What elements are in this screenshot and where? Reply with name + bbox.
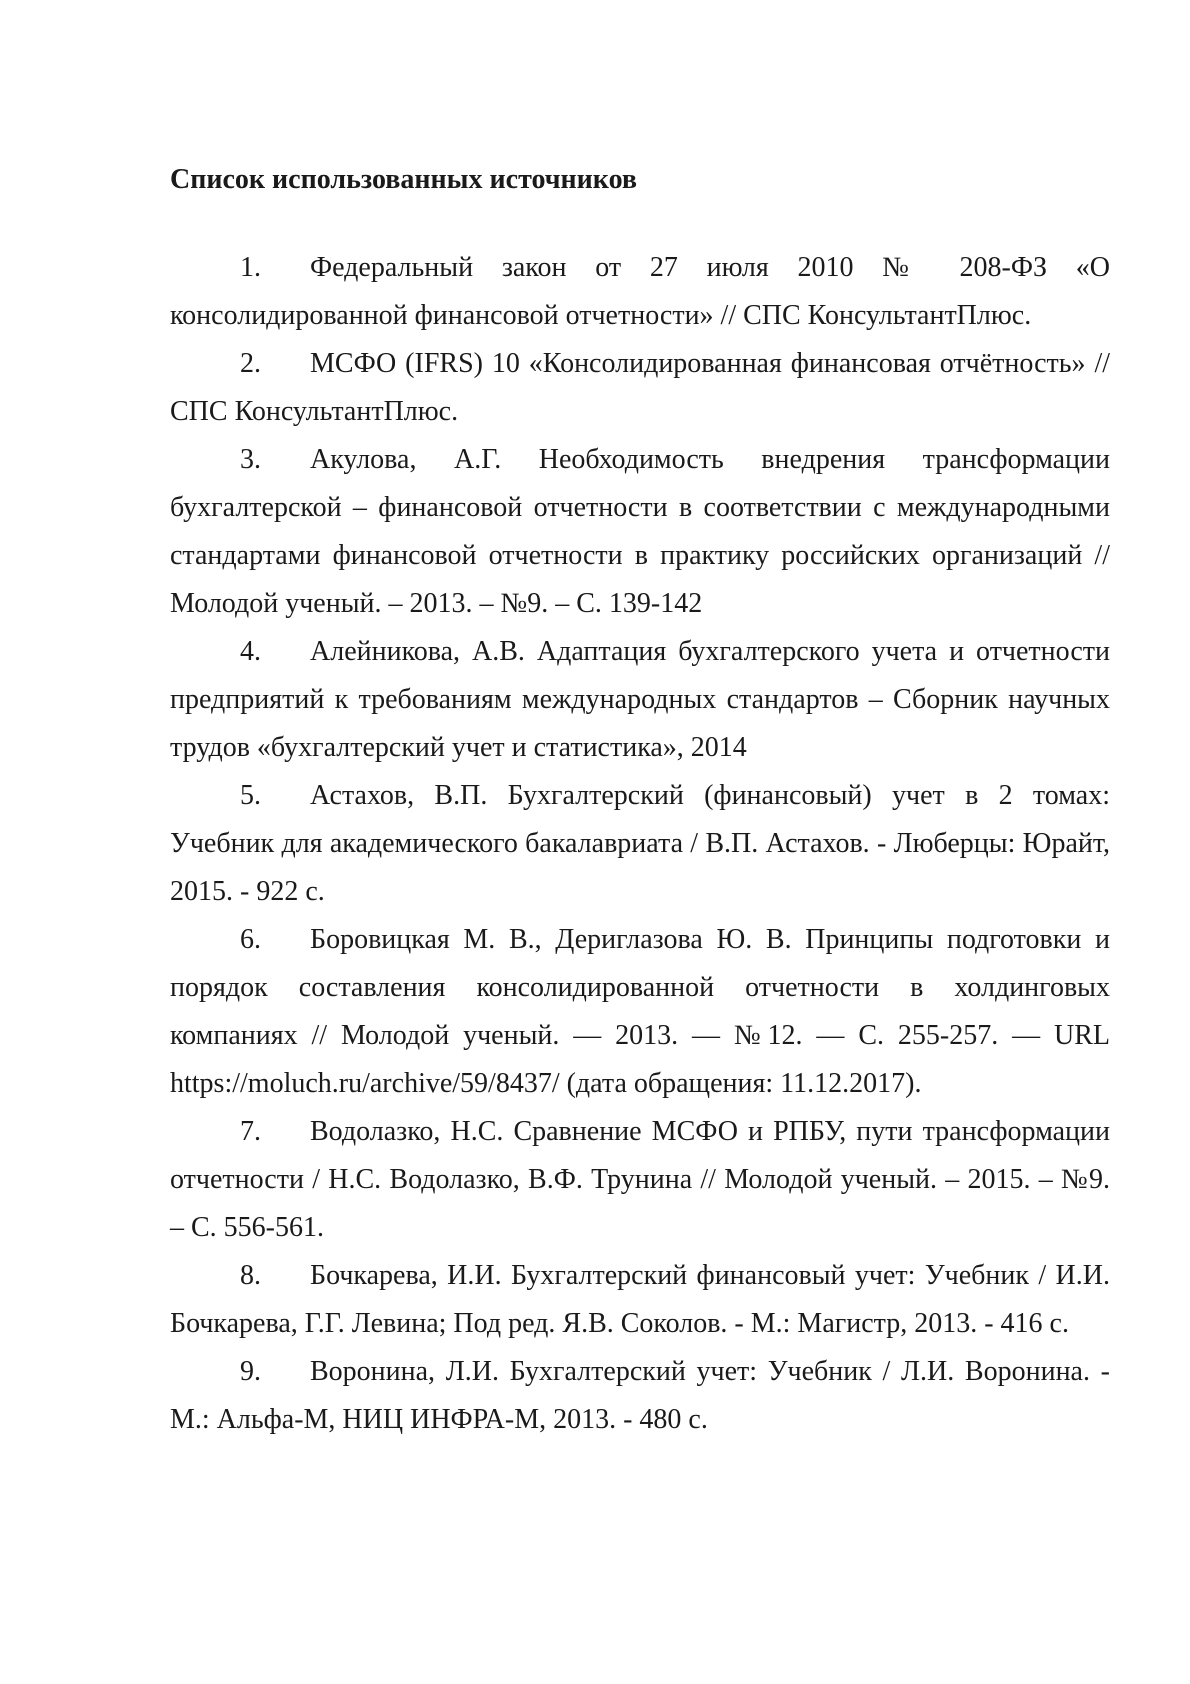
reference-text: Воронина, Л.И. Бухгалтерский учет: Учебник / Л.И. Воронина. - М.: Альфа-М, НИЦ ИНФРА-М, 2013. - 480 с. <box>170 1356 1110 1435</box>
list-item <box>170 1108 1110 1252</box>
reference-text: Бочкарева, И.И. Бухгалтерский финансовый учет: Учебник / И.И. Бочкарева, Г.Г. Левина; Под ред. Я.В. Соколов. - М.: Магистр, 2013. - 416 с. <box>170 1260 1110 1339</box>
reference-text: Боровицкая М. В., Дериглазова Ю. В. Принципы подготовки и порядок составления консолидированной отчетности в холдинговых компаниях // Молодой ученый. — 2013. — №12. — С. 255-257. — URL https://moluch.ru/archive/59/8437/ (дата обращения: 11.12.2017). <box>170 924 1110 1099</box>
page-title: Список использованных источников <box>170 164 637 195</box>
reference-number: 5. <box>240 780 261 811</box>
list-item <box>170 340 1110 436</box>
reference-list <box>170 244 1110 1444</box>
document-page <box>170 160 1110 1444</box>
list-item <box>170 244 1110 340</box>
list-item <box>170 628 1110 772</box>
reference-number: 8. <box>240 1260 261 1291</box>
list-item <box>170 436 1110 628</box>
reference-number: 4. <box>240 636 261 667</box>
list-item <box>170 916 1110 1108</box>
reference-text: Акулова, А.Г. Необходимость внедрения трансформации бухгалтерской – финансовой отчетности в соответствии с международными стандартами финансовой отчетности в практику российских организаций // Молодой ученый. – 2013. – №9. – С. 139-142 <box>170 444 1110 619</box>
list-item <box>170 772 1110 916</box>
reference-number: 2. <box>240 348 261 379</box>
reference-text: Федеральный закон от 27 июля 2010 № 208-ФЗ «О консолидированной финансовой отчетности» // СПС КонсультантПлюс. <box>170 252 1110 331</box>
reference-text: МСФО (IFRS) 10 «Консолидированная финансовая отчётность» // СПС КонсультантПлюс. <box>170 348 1110 427</box>
reference-number: 9. <box>240 1356 261 1387</box>
reference-text: Водолазко, Н.С. Сравнение МСФО и РПБУ, пути трансформации отчетности / Н.С. Водолазко, В.Ф. Трунина // Молодой ученый. – 2015. – №9. – С. 556-561. <box>170 1116 1110 1243</box>
reference-number: 1. <box>240 252 261 283</box>
reference-text: Алейникова, А.В. Адаптация бухгалтерского учета и отчетности предприятий к требованиям международных стандартов – Сборник научных трудов «бухгалтерский учет и статистика», 2014 <box>170 636 1110 763</box>
reference-text: Астахов, В.П. Бухгалтерский (финансовый) учет в 2 томах: Учебник для академического бакалавриата / В.П. Астахов. - Люберцы: Юрайт, 2015. - 922 с. <box>170 780 1110 907</box>
reference-number: 7. <box>240 1116 261 1147</box>
reference-number: 3. <box>240 444 261 475</box>
list-item <box>170 1348 1110 1444</box>
list-item <box>170 1252 1110 1348</box>
reference-number: 6. <box>240 924 261 955</box>
